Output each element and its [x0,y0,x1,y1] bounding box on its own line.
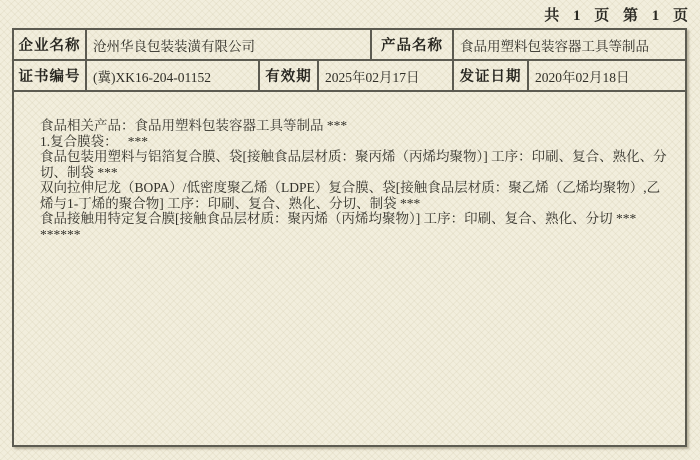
product-item-3: 食品接触用特定复合膜[接触食品层材质：聚丙烯（丙烯均聚物）] 工序：印刷、复合、熟化、分切 *** [40,211,637,226]
product-name-value: 食品用塑料包装容器工具等制品 [452,30,685,59]
valid-until-label: 有效期 [258,61,317,90]
product-item-2: 双向拉伸尼龙（BOPA）/低密度聚乙烯（LDPE）复合膜、袋[接触食品层材质：聚乙烯（乙烯均聚物）,乙烯与1-丁烯的聚合物] 工序：印刷、复合、熟化、分切、制袋 *** [40,180,661,211]
issue-date-value: 2020年02月18日 [527,61,685,90]
certificate-number-label: 证书编号 [18,69,81,85]
certificate-number-value: (冀)XK16-204-01152 [85,61,258,90]
issue-date-label: 发证日期 [452,61,527,90]
related-products-line: 食品相关产品：食品用塑料包装容器工具等制品 *** [40,118,348,133]
product-name-label: 产品名称 [370,30,452,59]
table-row-names [14,30,685,61]
company-name-value: 沧州华良包装装潢有限公司 [85,30,370,59]
section-title-line: 1.复合膜袋： *** [40,133,148,149]
terminator-line: ****** [40,226,81,242]
product-item-1: 食品包装用塑料与铝箔复合膜、袋[接触食品层材质：聚丙烯（丙烯均聚物）] 工序：印刷、复合、熟化、分切、制袋 *** [40,149,667,180]
table-row-certificate [14,61,685,92]
valid-until-value: 2025年02月17日 [317,61,452,90]
company-name-label: 企业名称 [18,38,81,54]
certificate-body [14,92,685,447]
page-count-text: 共 1 页 第 1 页 [544,8,690,24]
certificate-table [12,28,687,447]
